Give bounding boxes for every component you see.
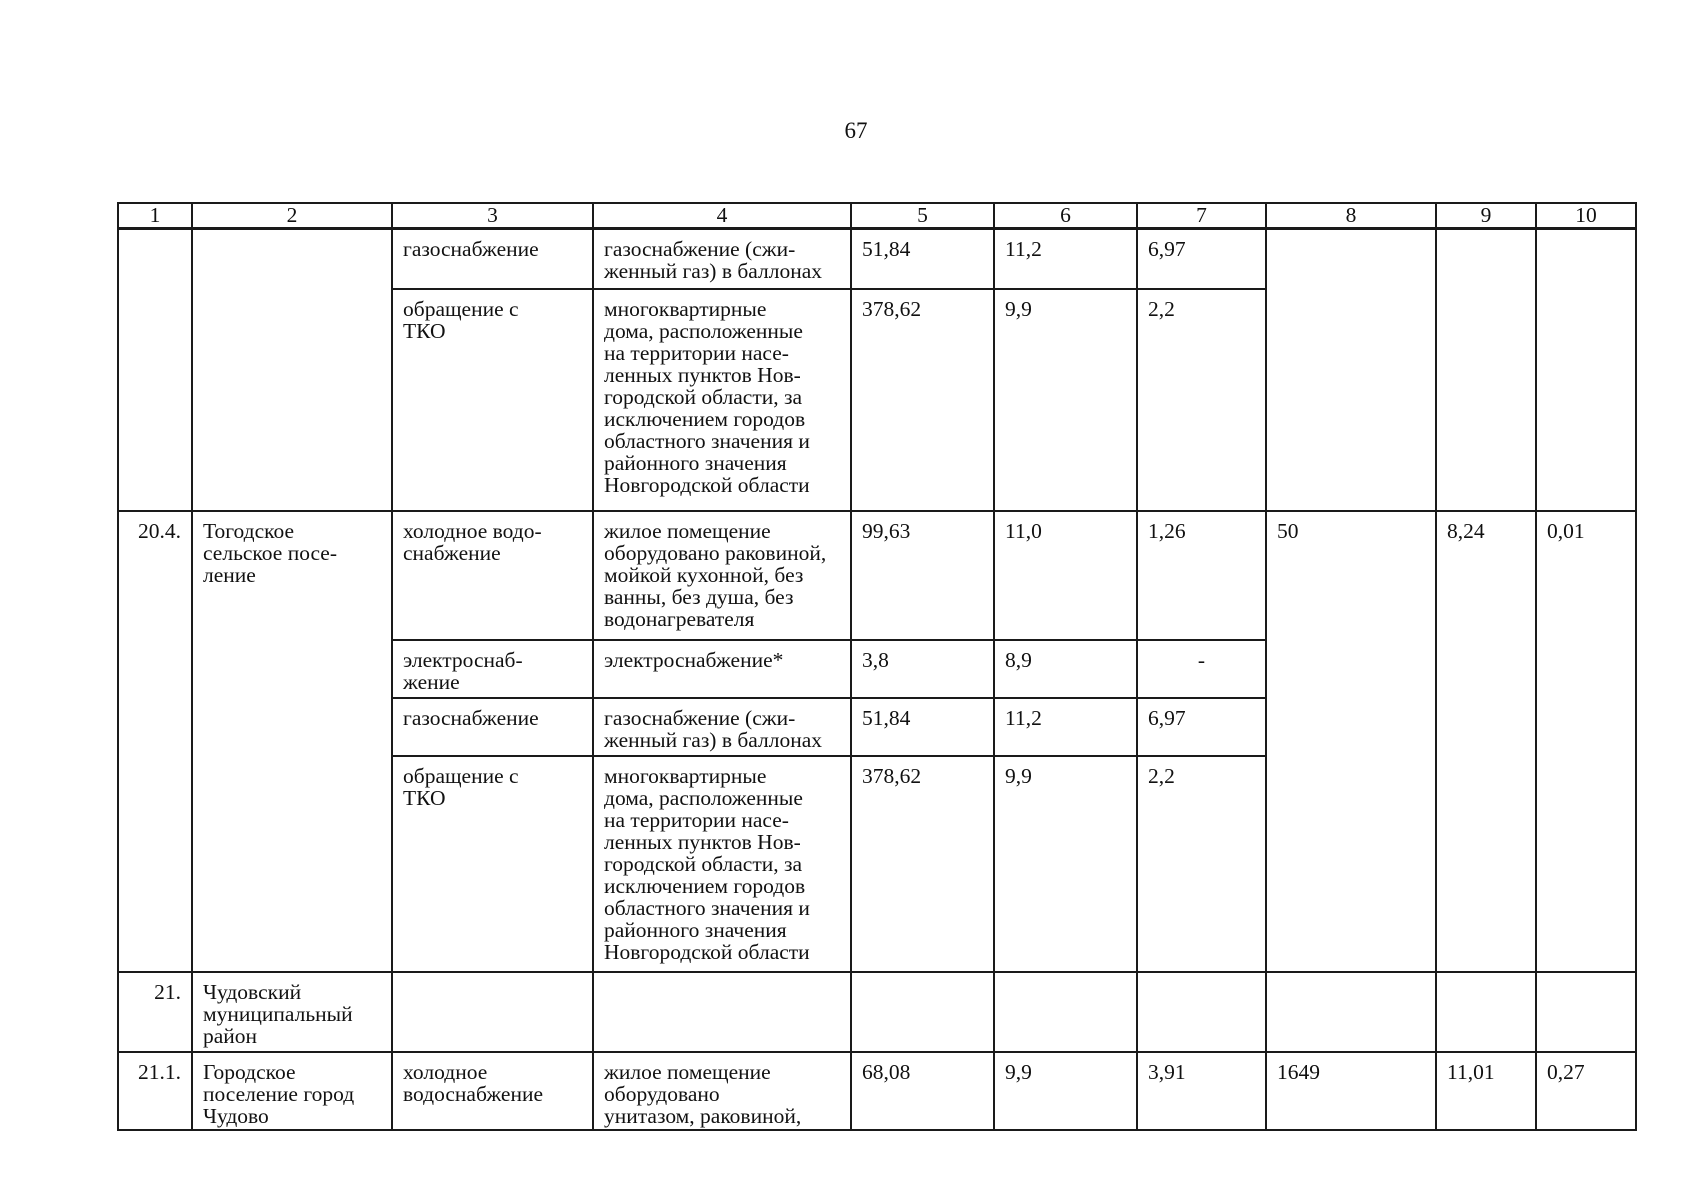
settlement-name-cell: Тогодское сельское посе- ление xyxy=(192,511,392,972)
row-number-cell: 20.4. xyxy=(118,511,192,972)
col8-cell: 50 xyxy=(1266,511,1436,972)
header-cell-8: 8 xyxy=(1266,203,1436,229)
col7-cell: 6,97 xyxy=(1137,698,1266,756)
col7-cell: 1,26 xyxy=(1137,511,1266,640)
settlement-name-cell xyxy=(192,229,392,511)
table-row xyxy=(118,1052,1636,1130)
description-cell: жилое помещение оборудовано раковиной, мойкой кухонной, без ванны, без душа, без водонагревателя xyxy=(593,511,851,640)
description-cell: многоквартирные дома, расположенные на территории насе- ленных пунктов Нов- городской области, за исключением городов областного значения и районного значения Новгородской области xyxy=(593,756,851,972)
col10-cell xyxy=(1536,229,1636,511)
service-cell: газоснабжение xyxy=(392,698,593,756)
col7-cell xyxy=(1137,972,1266,1052)
service-cell: газоснабжение xyxy=(392,229,593,289)
row-number-cell: 21.1. xyxy=(118,1052,192,1130)
tariff-table xyxy=(117,202,1637,1131)
service-cell: холодное водо- снабжение xyxy=(392,511,593,640)
col7-cell: - xyxy=(1137,640,1266,698)
description-cell: многоквартирные дома, расположенные на территории насе- ленных пунктов Нов- городской области, за исключением городов областного значения и районного значения Новгородской области xyxy=(593,289,851,511)
description-cell: газоснабжение (сжи- женный газ) в баллонах xyxy=(593,229,851,289)
header-cell-4: 4 xyxy=(593,203,851,229)
page-number: 67 xyxy=(844,118,868,143)
description-cell: жилое помещение оборудовано унитазом, раковиной, xyxy=(593,1052,851,1130)
settlement-name-cell: Чудовский муниципальный район xyxy=(192,972,392,1052)
service-cell: холодное водоснабжение xyxy=(392,1052,593,1130)
col5-cell: 378,62 xyxy=(851,756,994,972)
col10-cell: 0,27 xyxy=(1536,1052,1636,1130)
col7-cell: 6,97 xyxy=(1137,229,1266,289)
col5-cell: 3,8 xyxy=(851,640,994,698)
description-cell xyxy=(593,972,851,1052)
col8-cell xyxy=(1266,972,1436,1052)
header-cell-3: 3 xyxy=(392,203,593,229)
col6-cell: 8,9 xyxy=(994,640,1137,698)
header-cell-2: 2 xyxy=(192,203,392,229)
col10-cell: 0,01 xyxy=(1536,511,1636,972)
col7-cell: 3,91 xyxy=(1137,1052,1266,1130)
col6-cell xyxy=(994,972,1137,1052)
header-cell-1: 1 xyxy=(118,203,192,229)
col5-cell: 51,84 xyxy=(851,698,994,756)
table-row xyxy=(118,511,1636,640)
col6-cell: 11,2 xyxy=(994,229,1137,289)
service-cell: обращение с ТКО xyxy=(392,756,593,972)
header-cell-10: 10 xyxy=(1536,203,1636,229)
col6-cell: 9,9 xyxy=(994,1052,1137,1130)
col5-cell xyxy=(851,972,994,1052)
col5-cell: 378,62 xyxy=(851,289,994,511)
header-cell-5: 5 xyxy=(851,203,994,229)
description-cell: электроснабжение* xyxy=(593,640,851,698)
col8-cell xyxy=(1266,229,1436,511)
col9-cell: 11,01 xyxy=(1436,1052,1536,1130)
col7-cell: 2,2 xyxy=(1137,756,1266,972)
table-row xyxy=(118,229,1636,289)
service-cell: обращение с ТКО xyxy=(392,289,593,511)
settlement-name-cell: Городское поселение город Чудово xyxy=(192,1052,392,1130)
table-row xyxy=(118,972,1636,1052)
col6-cell: 9,9 xyxy=(994,289,1137,511)
row-number-cell xyxy=(118,229,192,511)
col9-cell xyxy=(1436,972,1536,1052)
table-body xyxy=(118,203,1636,1130)
col6-cell: 9,9 xyxy=(994,756,1137,972)
row-number-cell: 21. xyxy=(118,972,192,1052)
description-cell: газоснабжение (сжи- женный газ) в баллонах xyxy=(593,698,851,756)
col7-cell: 2,2 xyxy=(1137,289,1266,511)
service-cell xyxy=(392,972,593,1052)
header-cell-9: 9 xyxy=(1436,203,1536,229)
header-cell-6: 6 xyxy=(994,203,1137,229)
col6-cell: 11,2 xyxy=(994,698,1137,756)
col8-cell: 1649 xyxy=(1266,1052,1436,1130)
header-cell-7: 7 xyxy=(1137,203,1266,229)
service-cell: электроснаб- жение xyxy=(392,640,593,698)
col9-cell: 8,24 xyxy=(1436,511,1536,972)
col6-cell: 11,0 xyxy=(994,511,1137,640)
col5-cell: 68,08 xyxy=(851,1052,994,1130)
col10-cell xyxy=(1536,972,1636,1052)
col5-cell: 51,84 xyxy=(851,229,994,289)
table-header-row xyxy=(118,203,1636,229)
col5-cell: 99,63 xyxy=(851,511,994,640)
col9-cell xyxy=(1436,229,1536,511)
